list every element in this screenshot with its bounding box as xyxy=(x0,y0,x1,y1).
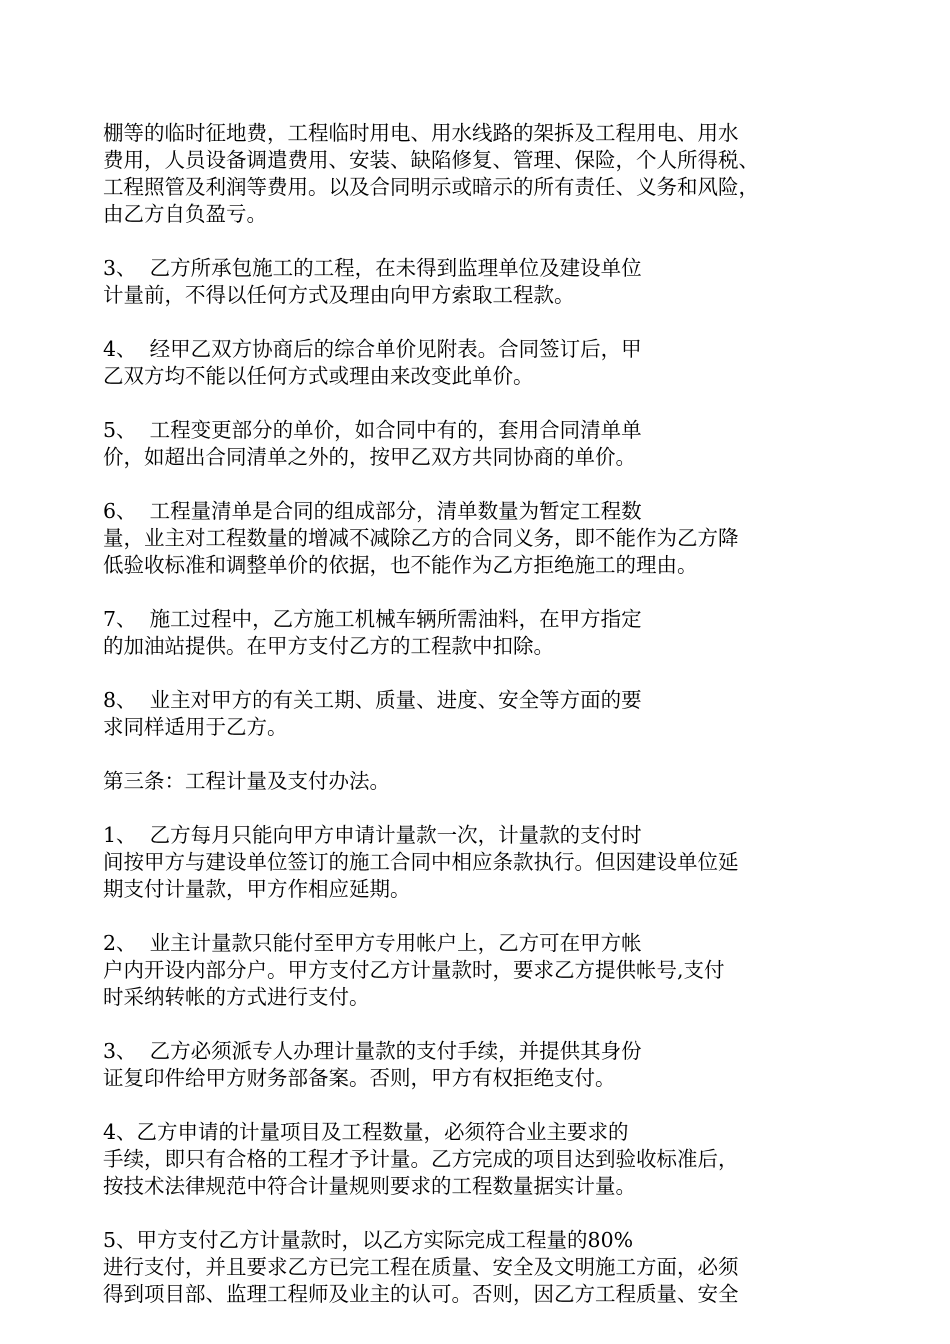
text-line: 7、 施工过程中，乙方施工机械车辆所需油料，在甲方指定 xyxy=(103,607,642,631)
text-line: 时采纳转帐的方式进行支付。 xyxy=(103,985,370,1009)
paragraph-article3-clause-3 xyxy=(103,1038,863,1092)
text-line: 的加油站提供。在甲方支付乙方的工程款中扣除。 xyxy=(103,634,554,658)
text-line: 5、 工程变更部分的单价，如合同中有的，套用合同清单单 xyxy=(103,418,642,442)
paragraph-clause-5 xyxy=(103,417,863,471)
text-line: 求同样适用于乙方。 xyxy=(103,715,288,739)
paragraph-clause-6 xyxy=(103,498,863,579)
text-line: 8、 业主对甲方的有关工期、质量、进度、安全等方面的要 xyxy=(103,688,642,712)
text-line: 4、 经甲乙双方协商后的综合单价见附表。合同签订后，甲 xyxy=(103,337,642,361)
paragraph-clause-8 xyxy=(103,687,863,741)
text-line: 按技术法律规范中符合计量规则要求的工程数量据实计量。 xyxy=(103,1174,636,1198)
paragraph-clause-7 xyxy=(103,606,863,660)
paragraph-article3-clause-1 xyxy=(103,822,863,903)
text-line: 5、甲方支付乙方计量款时，以乙方实际完成工程量的80% xyxy=(103,1228,634,1252)
text-line: 乙双方均不能以任何方式或理由来改变此单价。 xyxy=(103,364,534,388)
text-line: 6、 工程量清单是合同的组成部分，清单数量为暂定工程数 xyxy=(103,499,642,523)
text-line: 2、 业主计量款只能付至甲方专用帐户上，乙方可在甲方帐 xyxy=(103,931,642,955)
text-line: 量，业主对工程数量的增减不减除乙方的合同义务，即不能作为乙方降 xyxy=(103,526,739,550)
paragraph-article3-clause-5 xyxy=(103,1227,863,1308)
text-line: 1、 乙方每月只能向甲方申请计量款一次，计量款的支付时 xyxy=(103,823,642,847)
text-line: 计量前，不得以任何方式及理由向甲方索取工程款。 xyxy=(103,283,575,307)
document-body xyxy=(103,120,863,1335)
paragraph-article3-clause-2 xyxy=(103,930,863,1011)
text-line: 户内开设内部分户。甲方支付乙方计量款时，要求乙方提供帐号,支付 xyxy=(103,958,725,982)
text-line: 4、乙方申请的计量项目及工程数量，必须符合业主要求的 xyxy=(103,1120,629,1144)
paragraph-clause-3 xyxy=(103,255,863,309)
paragraph-clause-4 xyxy=(103,336,863,390)
text-line: 得到项目部、监理工程师及业主的认可。否则，因乙方工程质量、安全 xyxy=(103,1282,739,1306)
text-line: 棚等的临时征地费，工程临时用电、用水线路的架拆及工程用电、用水 xyxy=(103,121,739,145)
text-line: 手续，即只有合格的工程才予计量。乙方完成的项目达到验收标准后， xyxy=(103,1147,739,1171)
text-line: 3、 乙方所承包施工的工程，在未得到监理单位及建设单位 xyxy=(103,256,642,280)
text-line: 由乙方自负盈亏。 xyxy=(103,202,267,226)
text-line: 证复印件给甲方财务部备案。否则，甲方有权拒绝支付。 xyxy=(103,1066,616,1090)
text-line: 期支付计量款，甲方作相应延期。 xyxy=(103,877,411,901)
text-line: 进行支付，并且要求乙方已完工程在质量、安全及文明施工方面，必须 xyxy=(103,1255,739,1279)
section-heading: 第三条：工程计量及支付办法。 xyxy=(103,769,390,793)
paragraph-article3-clause-4 xyxy=(103,1119,863,1200)
text-line: 工程照管及利润等费用。以及合同明示或暗示的所有责任、义务和风险， xyxy=(103,175,759,199)
text-line: 价，如超出合同清单之外的，按甲乙双方共同协商的单价。 xyxy=(103,445,636,469)
paragraph-cost-scope xyxy=(103,120,863,228)
text-line: 3、 乙方必须派专人办理计量款的支付手续，并提供其身份 xyxy=(103,1039,642,1063)
text-line: 间按甲方与建设单位签订的施工合同中相应条款执行。但因建设单位延 xyxy=(103,850,739,874)
text-line: 低验收标准和调整单价的依据，也不能作为乙方拒绝施工的理由。 xyxy=(103,553,698,577)
section-heading-article-3 xyxy=(103,768,863,795)
text-line: 费用，人员设备调遣费用、安装、缺陷修复、管理、保险，个人所得税、 xyxy=(103,148,759,172)
